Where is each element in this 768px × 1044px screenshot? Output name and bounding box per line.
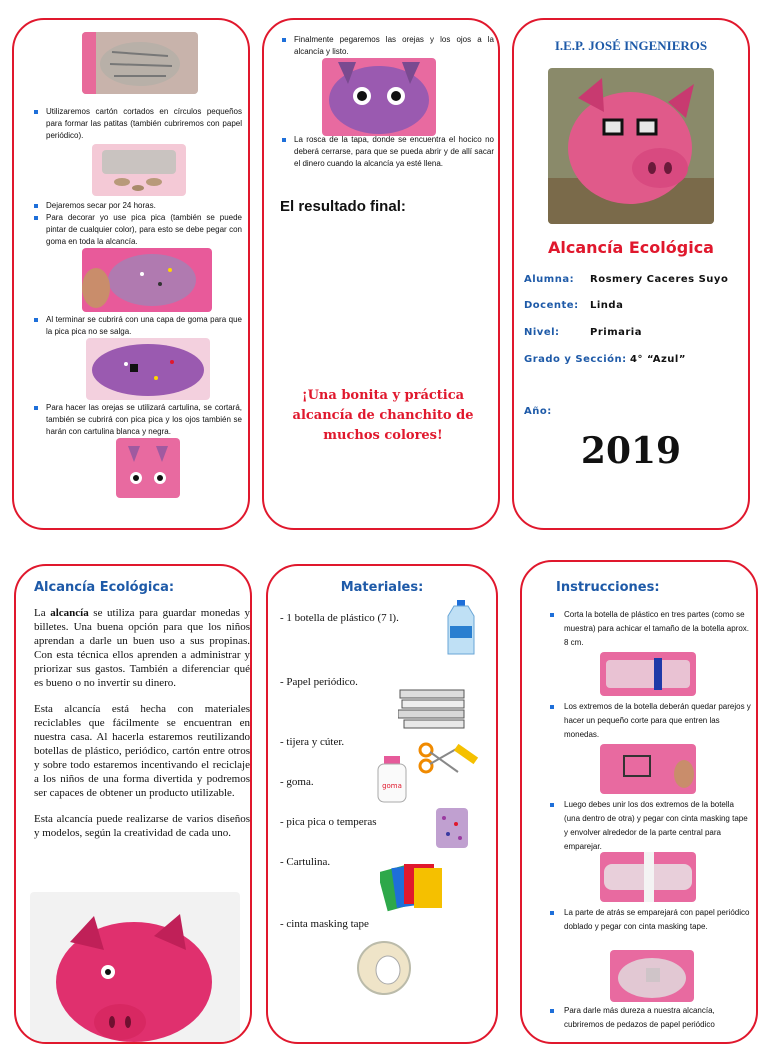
photo-pica-pica-decorating [82,248,212,312]
material-masking-tape: - cinta masking tape [280,918,369,930]
material-cardstock: - Cartulina. [280,856,331,868]
slogan: ¡Una bonita y práctica alcancía de chanchito de muchos colores! [292,388,474,443]
photo-coin-slot [600,744,696,794]
cover-title: Alcancía Ecológica [548,238,714,257]
label-grado: Grado y Sección: [524,354,627,365]
newspaper-icon [398,684,468,735]
intro-paragraph-3: Esta alcancía puede realizarse de varios diseños y modelos, según la creatividad de cada uno. [34,813,250,839]
photo-pink-piggy-cover [548,68,714,224]
photo-back-newspaper [610,950,694,1002]
intro-paragraph-2: Esta alcancía está hecha con materiales reciclables que fácilmente se encuentran en nuestra casa. Al hacerla estaremos reutilizando botellas de plástico, periódico, cartón entre otros y sobre todo estaremos incentivando el reciclaje a los niños de una forma divertida y podremos ser capaces de obtener un producto utilizable. [34,703,250,799]
intro-text [34,606,250,840]
panel-steps-2 [262,18,500,530]
panel-steps-1 [12,18,250,530]
school-name: I.E.P. JOSÉ INGENIEROS [554,38,708,53]
photo-joined-bottle [600,852,696,902]
glue-icon [374,756,410,809]
material-pica-pica: - pica pica o temperas [280,816,377,828]
masking-tape-icon [354,938,414,1003]
step-bullet-4: Al terminar se cubrirá con una capa de goma para que la pica pica no se salga. [46,314,242,338]
material-scissors-cutter: - tijera y cúter. [280,736,345,748]
materials-heading: Materiales: [340,580,424,595]
year: 2019 [580,430,682,472]
panel-cover [512,18,750,530]
photo-finished-piggy [30,892,240,1044]
panel-materials [266,564,498,1044]
photo-glue-coating [86,338,210,400]
instruction-3: Luego debes unir los dos extremos de la botella (una dentro de otra) y pegar con cinta masking tape y envolver alrededor de la parte central para emparejar. [564,798,752,854]
step-bullet-3: Para decorar yo use pica pica (también se puede pintar de cualquier color), para esto se debe pegar con goma en toda la alcancía. [46,212,242,248]
svg-text:goma: goma [382,782,402,790]
pica-pica-icon [434,806,470,855]
label-nivel: Nivel: [524,327,560,338]
material-bottle: - 1 botella de plástico (7 l). [280,612,399,624]
step-bullet-7: La rosca de la tapa, donde se encuentra el hocico no deberá cerrarse, para que se pueda abrir y de allí sacar el dinero cuando la alcancía ya esté llena. [294,134,494,170]
panel-intro [14,564,252,1044]
intro-paragraph-1: La alcancía se utiliza para guardar monedas y billetes. Una buena opción para que los niños aprendan a darle un buen uso a sus propinas. Con esta técnica ellos aprenden a administrar y priorizar sus gastos. También a diferenciar qué es bueno o no invertir su dinero. [34,607,250,689]
material-glue: - goma. [280,776,314,788]
photo-ears-eyes [116,438,180,498]
panel-instructions [520,560,758,1044]
instruction-5: Para darle más dureza a nuestra alcancía, cubriremos de pedazos de papel periódico [564,1004,752,1032]
step-bullet-1: Utilizaremos cartón cortados en círculos pequeños para formar las patitas (también cubriremos con papel periódico). [46,106,242,142]
photo-legs [92,144,186,196]
instructions-heading: Instrucciones: [556,580,660,595]
photo-newspaper-bottle [82,32,198,94]
step-bullet-6: Finalmente pegaremos las orejas y los ojos a la alcancía y listo. [294,34,494,58]
bottle-icon [444,600,478,661]
material-newspaper: - Papel periódico. [280,676,358,688]
photo-decorated-piggy [322,58,436,136]
step-bullet-2: Dejaremos secar por 24 horas. [46,200,242,212]
label-anio: Año: [524,406,552,417]
cardstock-icon [380,858,444,919]
scissors-icon [418,742,480,785]
value-alumna: Rosmery Caceres Suyo [590,274,729,285]
label-alumna: Alumna: [524,274,575,285]
step-bullet-5: Para hacer las orejas se utilizará cartulina, se cortará, también se cubrirá con pica pica y los ojos también se harán con cartulina blanca y negra. [46,402,242,438]
instruction-4: La parte de atrás se emparejará con papel periódico doblado y pegar con cinta masking tape. [564,906,752,934]
label-docente: Docente: [524,300,579,311]
instruction-2: Los extremos de la botella deberán quedar parejos y hacer un pequeño corte para que entren las monedas. [564,700,752,742]
intro-heading: Alcancía Ecológica: [34,580,175,595]
result-heading: El resultado final: [280,198,406,215]
value-nivel: Primaria [590,327,642,338]
photo-cut-bottle [600,652,696,696]
value-grado: 4° “Azul” [630,354,686,365]
instruction-1: Corta la botella de plástico en tres partes (como se muestra) para achicar el tamaño de la botella aprox. 8 cm. [564,608,752,650]
value-docente: Linda [590,300,624,311]
